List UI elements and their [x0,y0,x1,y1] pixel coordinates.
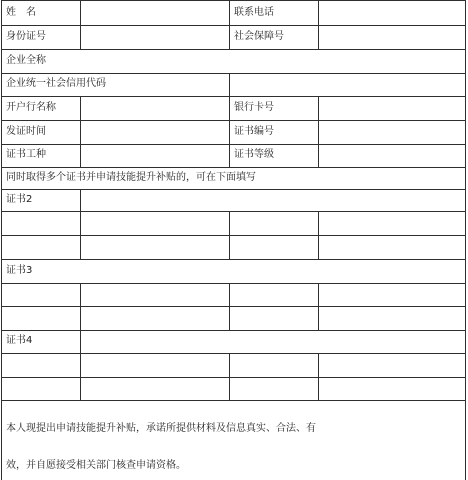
row-line [1,353,466,354]
row-line [1,235,466,236]
col-line [318,283,319,330]
credit-code-field[interactable] [230,74,465,96]
col-line [229,0,230,49]
company-name-label: 企业全称 [6,55,46,66]
row-line [1,400,466,401]
cert-level-field[interactable] [319,145,465,167]
declaration-line-1: 本人现提出申请技能提升补贴，承诺所提供材料及信息真实、合法、有 [6,423,316,434]
bank-card-field[interactable] [319,97,465,120]
phone-label: 联系电话 [234,7,274,18]
cert-type-label: 证书工种 [6,149,46,160]
id-number-field[interactable] [81,26,229,49]
credit-code-label: 企业统一社会信用代码 [6,78,106,89]
row-line [1,211,466,212]
row-line [1,330,466,331]
issue-date-label: 发证时间 [6,126,46,137]
table-border-right [465,0,466,480]
row-line [1,189,466,190]
row-line [1,283,466,284]
bank-name-field[interactable] [81,97,229,120]
row-line [1,377,466,378]
row-line [1,259,466,260]
col-line [229,211,230,259]
bank-name-label: 开户行名称 [6,102,56,113]
col-line [229,96,230,167]
cert-number-label: 证书编号 [234,126,274,137]
cert3-label: 证书3 [6,265,33,276]
col-line [229,353,230,400]
table-border-left [1,0,2,480]
social-security-label: 社会保障号 [234,31,284,42]
cert4-label: 证书4 [6,335,33,346]
bank-card-label: 银行卡号 [234,102,274,113]
name-field[interactable] [81,1,229,25]
row-line [1,306,466,307]
col-line [318,353,319,400]
id-number-label: 身份证号 [6,31,46,42]
col-line [318,211,319,259]
social-security-field[interactable] [319,26,465,49]
cert-number-field[interactable] [319,121,465,144]
col-line [80,283,81,330]
name-label: 姓 名 [6,7,36,18]
cert-level-label: 证书等级 [234,149,274,160]
col-line [80,330,81,400]
cert2-label: 证书2 [6,194,33,205]
cert-type-field[interactable] [81,145,229,167]
company-name-field[interactable] [81,50,465,73]
multi-cert-note: 同时取得多个证书并申请技能提升补贴的，可在下面填写 [6,172,256,183]
col-line [80,189,81,259]
declaration-line-2: 效，并自愿接受相关部门核查申请资格。 [6,460,186,471]
col-line [229,283,230,330]
row-line [1,167,466,168]
phone-field[interactable] [319,1,465,25]
issue-date-field[interactable] [81,121,229,144]
